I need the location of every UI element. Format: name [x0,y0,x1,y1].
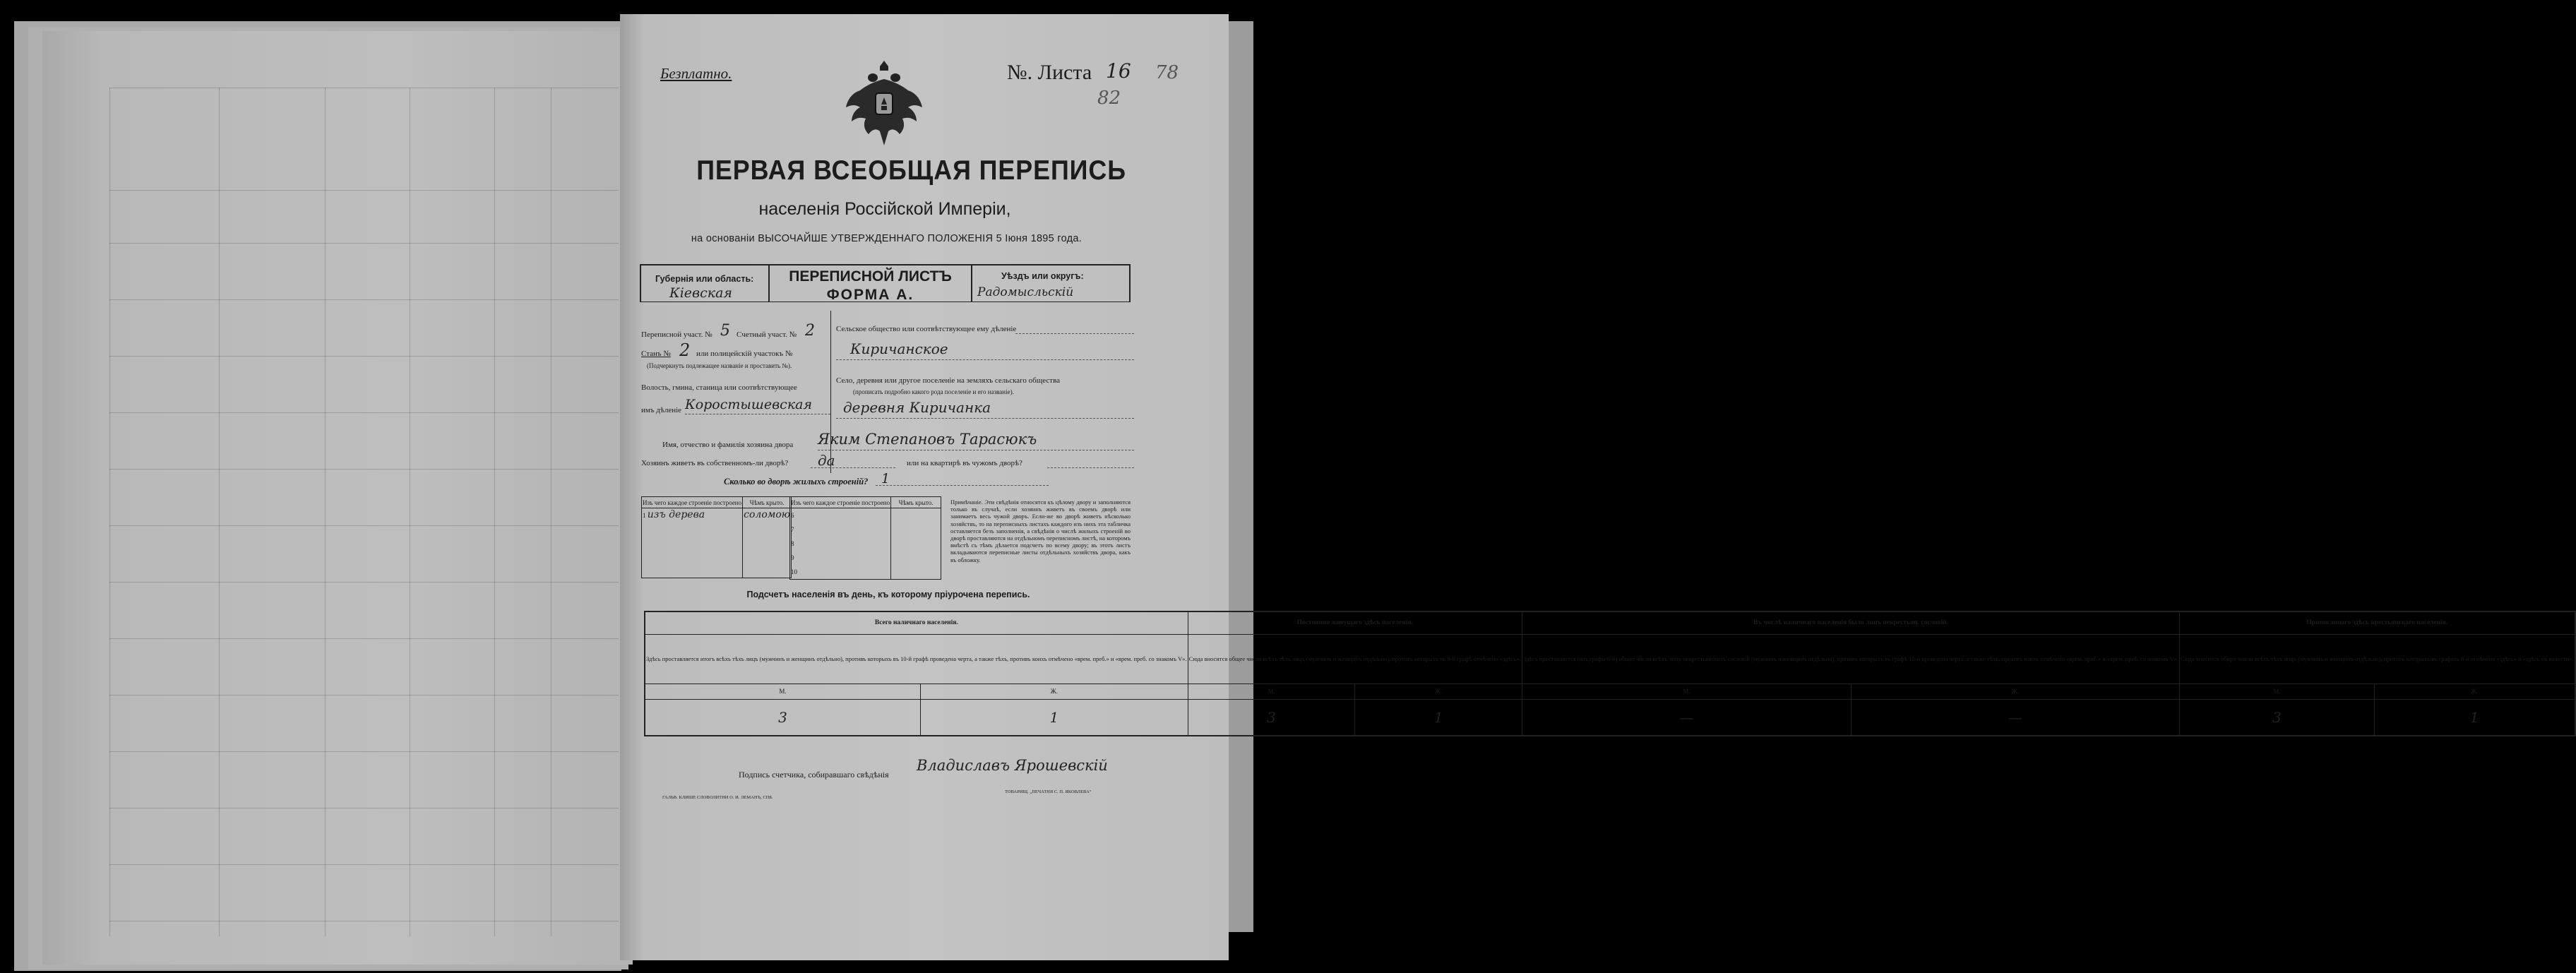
population-3-female: — [1851,699,2180,736]
table-row: 9 [790,551,941,565]
society-label: Сельское общество или соотвѣтствующее ему дѣленіе [836,325,1017,333]
stan-value: 2 [679,340,691,360]
table-row [642,535,792,549]
village-value: деревня Киричанка [843,399,991,416]
imperial-eagle-icon [845,58,924,150]
table-row [642,549,792,563]
sheet-number-label: №. Листа [1007,61,1092,84]
stan-note: (Подчеркнуть подлежащее названіе и проставить №). [647,362,792,369]
table-row: 7 [790,523,941,537]
owner-label: Имя, отчество и фамилія хозяина двора [662,441,794,449]
population-2-female: 1 [1355,699,1522,736]
female-label: Ж. [1355,684,1522,699]
population-1-male: 3 [645,699,921,736]
counting-district-value: 2 [805,322,815,340]
population-4-male: 3 [2180,699,2375,736]
male-label: М. [1522,684,1851,699]
uezd-label: Уѣздъ или округъ: [1001,271,1084,281]
table-row [642,521,792,535]
signature-value: Владиславъ Ярошевскій [917,757,1108,774]
archive-number-1: 78 [1155,62,1179,83]
population-col-3-desc: Здѣсь проставляется (изъ графы 6-й) общее число всѣхъ лицъ некрестьянскихъ сословій (мужчинъ и женщинъ отдѣльно), противъ которыхъ въ графѣ 10-й проведена черта, а также тѣхъ, противъ коихъ отмѣчено «врем. преб.» и «врем. преб. со знакомъ V». [1522,634,2180,684]
counting-district-label: Счетный участ. № [737,330,797,339]
population-title: Подсчетъ населенія въ день, къ которому пріурочена перепись. [746,590,1030,599]
volost-value: Коростышевская [685,397,813,412]
signature-label: Подпись счетчика, собиравшаго свѣдѣнія [739,770,889,780]
population-col-1-header: Всего наличнаго населенія. [645,611,1188,634]
table-row: 8 [790,537,941,551]
population-2-male: 3 [1188,699,1355,736]
female-label: Ж. [921,684,1188,699]
census-district-value: 5 [720,322,730,340]
female-label: Ж. [1851,684,2180,699]
printer-imprint-right: ТОВАРИЩ. „ПЕЧАТНЯ С. П. ЯКОВЛЕВА“ [1005,789,1092,794]
buildings-note: Примѣчаніе. Эти свѣдѣнія относятся къ цѣлому двору и заполняются только въ случаѣ, если хозяинъ живетъ въ своемъ дворѣ или занимаетъ весь чужой дворъ. Если-же во дворѣ живетъ нѣсколько хозяйствъ, то на переписныхъ листахъ каждого изъ нихъ эта табличка оставляется безъ заполненія, а свѣдѣнія о числѣ жилыхъ строеній во дворѣ проставляются на отдѣльномъ переписномъ листѣ, на которомъ вмѣстѣ съ тѣмъ дѣлается подсчетъ по всему двору; въ этотъ листъ вкладываются переписные листы отдѣльныхъ хозяйствъ двора, какъ въ обложку. [950,499,1131,563]
owner-value: Яким Степановъ Тарасюкъ [818,431,1037,448]
male-label: М. [2180,684,2375,699]
sheet-number-value: 16 [1106,59,1131,83]
population-col-2-header: Постоянно живущаго здѣсь населенія. [1188,611,1522,634]
population-col-4-desc: Сюда вносится общее число всѣхъ тѣхъ лицъ (мужчинъ и женщинъ отдѣльно), противъ которыхъ въ графахъ 8-й отмѣчено «здѣсь» и «здѣсь къ волости». [2180,634,2575,684]
form-title: ПЕРЕПИСНОЙ ЛИСТЪ [789,268,952,285]
material-header-2: Изъ чего каждое строеніе построено [790,497,891,508]
gubernia-value: Кіевская [669,285,732,301]
roof-header-2: Чѣмъ крыто. [891,497,941,508]
buildings-label: Сколько во дворѣ жилыхъ строеній? [724,477,869,486]
census-subtitle: населенія Россійской Имперіи, [758,199,1011,219]
census-basis-text: на основаніи ВЫСОЧАЙШЕ УТВЕРЖДЕННАГО ПОЛОЖЕНІЯ 5 Іюня 1895 года. [691,233,1083,244]
population-col-1-desc: Здѣсь проставляется итогъ всѣхъ тѣхъ лицъ (мужчинъ и женщинъ отдѣльно), противъ которыхъ въ 10-й графѣ проведена черта, а также тѣхъ, противъ коихъ отмѣчено «врем. преб.» и «врем. преб. со знакомъ V». [645,634,1188,684]
population-table [644,611,2576,736]
male-label: М. [645,684,921,699]
police-district-label: или полицейскій участокъ № [696,350,793,358]
population-4-female: 1 [2374,699,2575,736]
owner-lives-alt-label: или на квартирѣ въ чужомъ дворѣ? [907,459,1022,467]
table-row [642,508,792,522]
census-district-label: Переписной участ. № [641,330,712,339]
stan-label: Станъ № [641,350,671,358]
volost-label: Волость, гмина, станица или соотвѣтствующее [641,383,797,392]
owner-lives-value: да [818,452,835,469]
buildings-value: 1 [881,471,890,486]
row-number: 1 [643,512,646,519]
population-1-female: 1 [921,699,1188,736]
table-row [642,563,792,578]
free-label: Безплатно. [660,65,732,82]
population-3-male: — [1522,699,1851,736]
left-page-back [42,31,633,965]
table-row: 6 [790,508,941,523]
buildings-table-left [641,496,792,578]
owner-lives-label: Хозяинъ живетъ въ собственномъ-ли дворѣ? [641,459,789,467]
archive-number-2: 82 [1097,88,1121,109]
gubernia-label: Губернія или область: [655,274,754,284]
female-label: Ж. [2374,684,2575,699]
village-note: (прописать подробно какого рода поселеніе и его названіе). [853,388,1014,395]
population-col-4-header: Приписаннаго здѣсь крестьянскаго населенія. [2180,611,2575,634]
printer-imprint-left: ГАЛЬВ. КЛИШЕ СЛОВОЛИТНИ О. И. ЛЕМАНЪ, СПБ. [662,795,773,800]
volost-label-2: имъ дѣленіе [641,406,682,414]
male-label: М. [1188,684,1355,699]
census-form-page [620,14,2574,960]
form-type: ФОРМА А. [826,287,914,303]
material-header: Изъ чего каждое строеніе построено [642,497,743,508]
buildings-table-right [789,496,941,580]
roof-header: Чѣмъ крыто. [743,497,792,508]
table-row: 10 [790,565,941,580]
population-col-2-desc: Сюда вносится общее число всѣхъ тѣхъ лицъ (мужчинъ и женщинъ отдѣльно), противъ которыхъ въ 9-й графѣ отмѣчено «здѣсь». [1188,634,1522,684]
roof-value: соломою [744,509,791,520]
uezd-value: Радомысльскій [977,285,1074,299]
village-label: Село, деревня или другое поселеніе на земляхъ сельскаго общества [836,376,1061,385]
census-main-title: ПЕРВАЯ ВСЕОБЩАЯ ПЕРЕПИСЬ [696,155,1126,186]
material-value: изъ дерева [647,509,705,520]
society-value: Киричанское [850,340,948,357]
population-col-3-header: Въ числѣ наличнаго населенія было лицъ некрестьян. сословій. [1522,611,2180,634]
